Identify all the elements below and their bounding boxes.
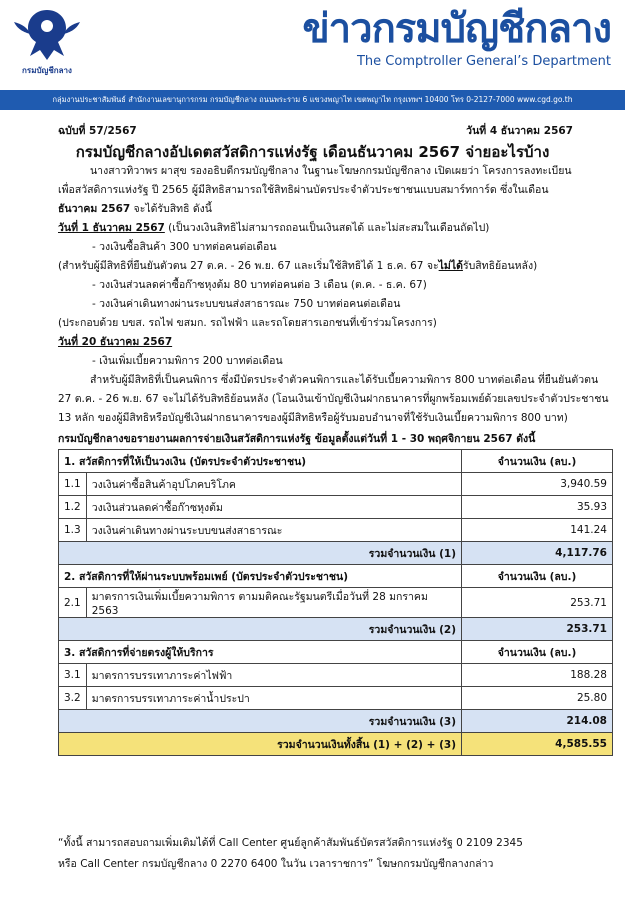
table-title: กรมบัญชีกลางขอรายงานผลการจ่ายเงินสวัสดิการแห่งรัฐ ข้อมูลตั้งแต่วันที่ 1 - 30 พฤศจิกายน 2567 ดังนี้ — [58, 433, 536, 445]
note-part-c: รับสิทธิย้อนหลัง) — [462, 260, 538, 272]
section2-date: วันที่ 20 ธันวาคม 2567 — [58, 336, 173, 348]
intro-line-1: นางสาวทิวาพร ผาสุข รองอธิบดีกรมบัญชีกลาง ในฐานะโฆษกกรมบัญชีกลาง เปิดเผยว่า โครงการลงทะเบียน — [90, 165, 572, 177]
intro-line-2: เพื่อสวัสดิการแห่งรัฐ ปี 2565 ผู้มีสิทธิสามารถใช้สิทธิผ่านบัตรประจำตัวประชาชนแบบสมาร์ทการ์ด ซึ่งในเดือน — [58, 184, 549, 196]
row-label: มาตรการบรรเทาภาระค่าไฟฟ้า — [86, 664, 461, 687]
brand-thai: ข่าวกรมบัญชีกลาง — [302, 6, 611, 52]
row-label: มาตรการบรรเทาภาระค่าน้ำประปา — [86, 687, 461, 710]
section1-item-3: - วงเงินค่าเดินทางผ่านระบบขนส่งสาธารณะ 750 บาทต่อคนต่อเดือน — [92, 298, 401, 310]
row-amount: 253.71 — [462, 588, 613, 618]
section2-para-1: สำหรับผู้มีสิทธิที่เป็นคนพิการ ซึ่งมีบัตรประจำตัวคนพิการและได้รับเบี้ยความพิการ 800 บาทต่อเดือน ที่ยืนยันตัวตน — [90, 374, 599, 386]
intro-line-3-rest: จะได้รับสิทธิ ดังนี้ — [130, 203, 212, 215]
issue-number: ฉบับที่ 57/2567 — [58, 125, 137, 137]
section2-item-1: - เงินเพิ่มเบี้ยความพิการ 200 บาทต่อเดือน — [92, 355, 283, 367]
section1-item-1-note — [58, 257, 537, 276]
intro-month: ธันวาคม 2567 — [58, 203, 131, 215]
row-amount: 141.24 — [462, 519, 613, 542]
table-row — [59, 687, 613, 710]
table-row — [59, 473, 613, 496]
sum-amount: 253.71 — [462, 618, 613, 641]
row-number: 3.1 — [59, 664, 87, 687]
row-number: 1.3 — [59, 519, 87, 542]
brand-english: The Comptroller General’s Department — [356, 54, 611, 69]
amount-header: จำนวนเงิน (ลบ.) — [462, 641, 613, 664]
group-3-title: 3. สวัสดิการที่จ่ายตรงผู้ให้บริการ — [59, 641, 462, 664]
row-amount: 188.28 — [462, 664, 613, 687]
masthead — [0, 0, 625, 86]
group-2-title: 2. สวัสดิการที่ให้ผ่านระบบพร้อมเพย์ (บัตรประจำตัวประชาชน) — [59, 565, 462, 588]
page-title: กรมบัญชีกลางอัปเดตสวัสดิการแห่งรัฐ เดือนธันวาคม 2567 จ่ายอะไรบ้าง — [75, 143, 550, 161]
section1-item-2: - วงเงินส่วนลดค่าซื้อก๊าซหุงต้ม 80 บาทต่อคนต่อ 3 เดือน (ต.ค. - ธ.ค. 67) — [92, 279, 427, 291]
sum-label: รวมจำนวนเงิน (2) — [59, 618, 462, 641]
total-label: รวมจำนวนเงินทั้งสิ้น (1) + (2) + (3) — [59, 733, 462, 756]
total-amount: 4,585.55 — [462, 733, 613, 756]
section1-date: วันที่ 1 ธันวาคม 2567 — [58, 222, 165, 234]
brand-block — [302, 6, 611, 69]
sum-label: รวมจำนวนเงิน (1) — [59, 542, 462, 565]
group-1-sum-row — [59, 542, 613, 565]
table-row — [59, 664, 613, 687]
footer-line-1: “ทั้งนี้ สามารถสอบถามเพิ่มเติมได้ที่ Call Center ศูนย์ลูกค้าสัมพันธ์บัตรสวัสดิการแห่งรัฐ 0 2109 2345 — [58, 837, 523, 849]
table-row — [59, 519, 613, 542]
amount-header: จำนวนเงิน (ลบ.) — [462, 565, 613, 588]
group-2-header — [59, 565, 613, 588]
section2-para-3: 13 หลัก ของผู้มีสิทธิหรือบัญชีเงินฝากธนาคารของผู้มีสิทธิหรือผู้รับมอบอำนาจที่ใช้รับเงินเบี้ยความพิการ 800 บาท) — [58, 412, 568, 424]
section1-date-note: (เป็นวงเงินสิทธิไม่สามารถถอนเป็นเงินสดได้ และไม่สะสมในเดือนถัดไป) — [164, 222, 490, 234]
section1-heading — [58, 219, 489, 238]
footer-line-2: หรือ Call Center กรมบัญชีกลาง 0 2270 6400 ในวัน เวลาราชการ” โฆษกกรมบัญชีกลางกล่าว — [58, 858, 494, 870]
sum-amount: 214.08 — [462, 710, 613, 733]
row-number: 1.2 — [59, 496, 87, 519]
sum-label: รวมจำนวนเงิน (3) — [59, 710, 462, 733]
group-2-sum-row — [59, 618, 613, 641]
row-number: 1.1 — [59, 473, 87, 496]
sum-amount: 4,117.76 — [462, 542, 613, 565]
group-1-header — [59, 450, 613, 473]
row-label: มาตรการเงินเพิ่มเบี้ยความพิการ ตามมติคณะรัฐมนตรีเมื่อวันที่ 28 มกราคม 2563 — [86, 588, 461, 618]
logo-caption: กรมบัญชีกลาง — [22, 66, 72, 75]
amount-header: จำนวนเงิน (ลบ.) — [462, 450, 613, 473]
row-amount: 3,940.59 — [462, 473, 613, 496]
row-number: 2.1 — [59, 588, 87, 618]
group-3-header — [59, 641, 613, 664]
row-amount: 25.80 — [462, 687, 613, 710]
note-part-a: (สำหรับผู้มีสิทธิที่ยืนยันตัวตน 27 ต.ค. - 26 พ.ย. 67 และเริ่มใช้สิทธิได้ 1 ธ.ค. 67 จะ — [58, 260, 439, 272]
row-label: วงเงินค่าเดินทางผ่านระบบขนส่งสาธารณะ — [86, 519, 461, 542]
garuda-icon — [6, 4, 88, 64]
table-row — [59, 588, 613, 618]
section1-item-1: - วงเงินซื้อสินค้า 300 บาทต่อคนต่อเดือน — [92, 241, 277, 253]
grand-total-row — [59, 733, 613, 756]
group-1-title: 1. สวัสดิการที่ให้เป็นวงเงิน (บัตรประจำตัวประชาชน) — [59, 450, 462, 473]
row-amount: 35.93 — [462, 496, 613, 519]
section2-para-2: 27 ต.ค. - 26 พ.ย. 67 จะไม่ได้รับสิทธิย้อนหลัง (โอนเงินเข้าบัญชีเงินฝากธนาคารที่ผูกพร้อมเพย์ด้วยเลขประจำตัวประชาชน — [58, 393, 609, 405]
contact-bar: กลุ่มงานประชาสัมพันธ์ สำนักงานเลขานุการกรม กรมบัญชีกลาง ถนนพระราม 6 แขวงพญาไท เขตพญาไท กรุงเทพฯ 10400 โทร 0-2127-7000 www.cgd.go.th — [0, 90, 625, 110]
row-number: 3.2 — [59, 687, 87, 710]
garuda-logo — [6, 4, 88, 82]
row-label: วงเงินค่าซื้อสินค้าอุปโภคบริโภค — [86, 473, 461, 496]
intro-line-3 — [58, 200, 212, 219]
welfare-table — [58, 449, 613, 756]
table-row — [59, 496, 613, 519]
issue-date: วันที่ 4 ธันวาคม 2567 — [466, 125, 573, 137]
row-label: วงเงินส่วนลดค่าซื้อก๊าซหุงต้ม — [86, 496, 461, 519]
group-3-sum-row — [59, 710, 613, 733]
section1-item-3-note: (ประกอบด้วย บขส. รถไฟ ขสมก. รถไฟฟ้า และรถโดยสารเอกชนที่เข้าร่วมโครงการ) — [58, 317, 437, 329]
note-emphasis: ไม่ได้ — [438, 260, 463, 272]
